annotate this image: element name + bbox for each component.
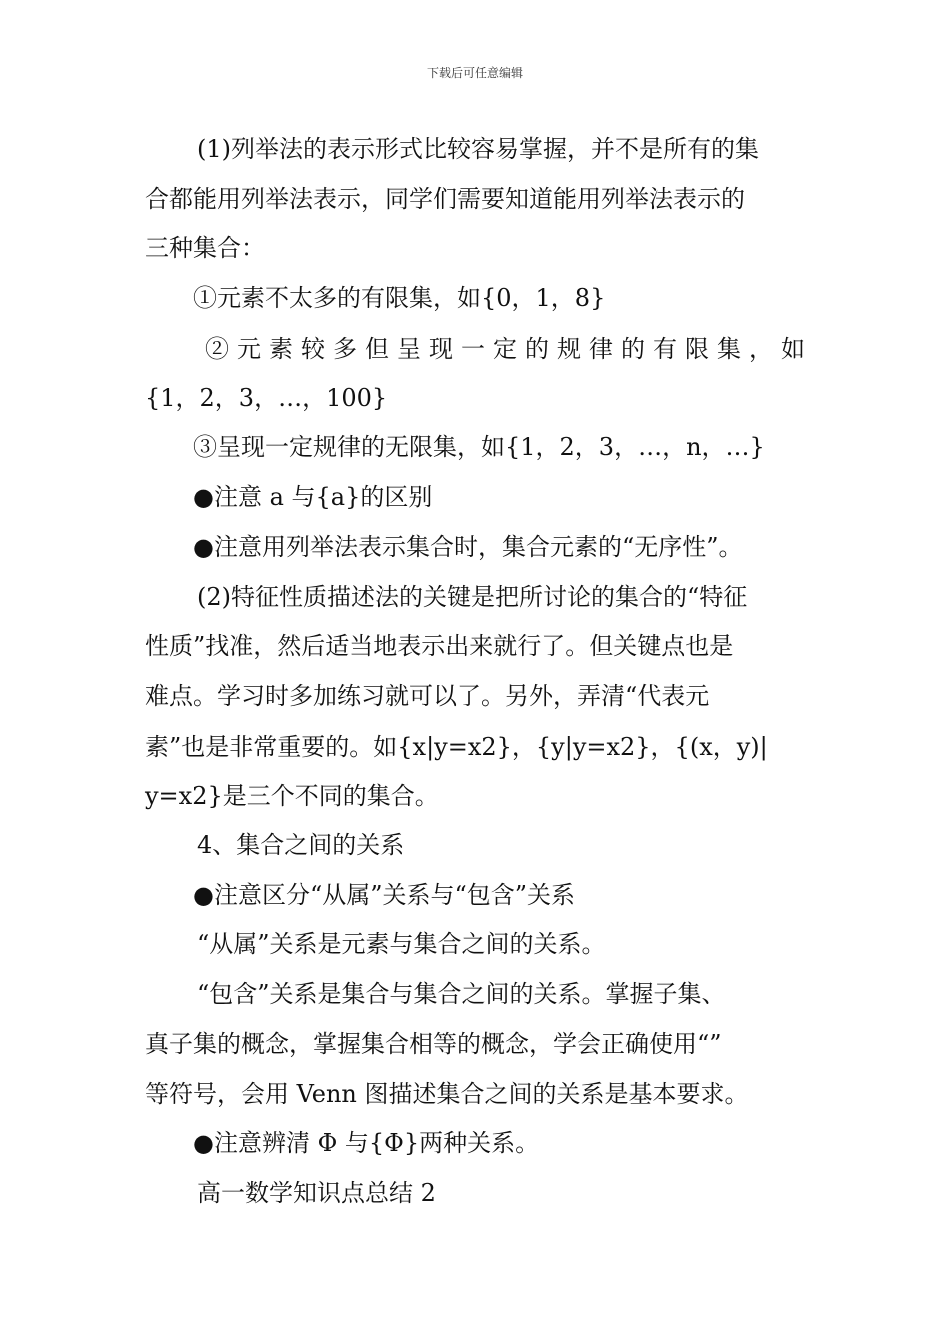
paragraph-line: “从属”关系是元素与集合之间的关系。 bbox=[197, 930, 606, 958]
paragraph-line: {1，2，3，…，100} bbox=[145, 384, 388, 412]
bullet-note: ●注意用列举法表示集合时，集合元素的“无序性”。 bbox=[193, 533, 743, 561]
bullet-note: ●注意辨清 Φ 与{Φ}两种关系。 bbox=[193, 1129, 540, 1157]
page-header: 下载后可任意编辑 bbox=[426, 66, 523, 80]
paragraph-line: “包含”关系是集合与集合之间的关系。掌握子集、 bbox=[197, 980, 726, 1008]
paragraph-line: 等符号，会用 Venn 图描述集合之间的关系是基本要求。 bbox=[145, 1080, 749, 1108]
paragraph-line: 合都能用列举法表示，同学们需要知道能用列举法表示的 bbox=[145, 185, 745, 213]
list-item: ②元素较多但呈现一定的规律的有限集，如 bbox=[205, 335, 805, 363]
paragraph-line: 难点。学习时多加练习就可以了。另外，弄清“代表元 bbox=[145, 682, 710, 710]
bullet-note: ●注意 a 与{a}的区别 bbox=[193, 483, 433, 511]
list-item: ①元素不太多的有限集，如{0，1，8} bbox=[193, 284, 606, 312]
list-item: ③呈现一定规律的无限集，如{1，2，3，…，n，…} bbox=[193, 433, 765, 461]
paragraph-line: 真子集的概念，掌握集合相等的概念，学会正确使用“” bbox=[145, 1030, 722, 1058]
paragraph-line: 性质”找准，然后适当地表示出来就行了。但关键点也是 bbox=[145, 632, 734, 660]
paragraph-line: (2)特征性质描述法的关键是把所讨论的集合的“特征 bbox=[197, 583, 748, 611]
section-heading: 4、集合之间的关系 bbox=[197, 831, 405, 859]
bullet-note: ●注意区分“从属”关系与“包含”关系 bbox=[193, 881, 576, 909]
paragraph-line: y=x2}是三个不同的集合。 bbox=[145, 782, 439, 810]
paragraph-line: (1)列举法的表示形式比较容易掌握，并不是所有的集 bbox=[197, 135, 759, 163]
section-heading: 高一数学知识点总结 2 bbox=[197, 1179, 436, 1207]
paragraph-line: 三种集合： bbox=[145, 234, 265, 262]
paragraph-line: 素”也是非常重要的。如{x|y=x2}，{y|y=x2}，{(x，y)| bbox=[145, 733, 768, 761]
